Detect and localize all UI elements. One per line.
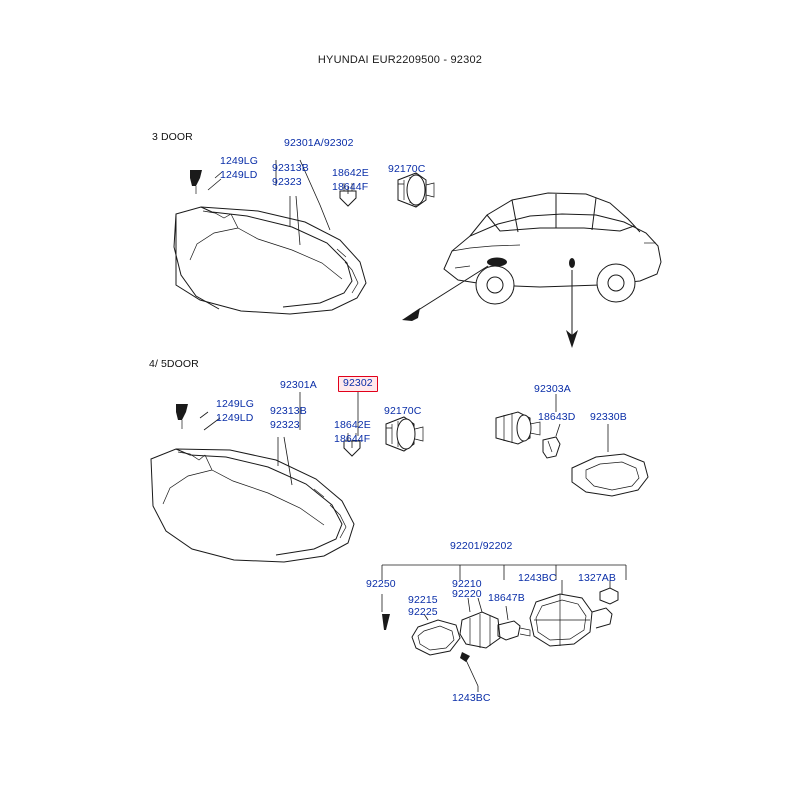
callout-92220: 92220 — [452, 588, 482, 600]
callout-92301a: 92301A — [280, 379, 317, 391]
callout-18643d: 18643D — [538, 411, 576, 423]
callout-92303a: 92303A — [534, 383, 571, 395]
callout-1327ab: 1327AB — [578, 572, 616, 584]
callout-92170c-2: 92170C — [384, 405, 422, 417]
callout-1243bc: 1243BC — [518, 572, 557, 584]
callout-1249lg-2: 1249LG — [216, 398, 254, 410]
callout-1249ld-2: 1249LD — [216, 412, 254, 424]
callout-1249lg: 1249LG — [220, 155, 258, 167]
callout-92323: 92323 — [272, 176, 302, 188]
section-label-3-door: 3 DOOR — [152, 131, 193, 143]
callout-92170c: 92170C — [388, 163, 426, 175]
callout-18642e-2: 18642E — [334, 419, 371, 431]
callout-92215: 92215 — [408, 594, 438, 606]
side-repeater-group — [496, 394, 648, 496]
callout-92210: 92210 — [452, 578, 482, 590]
callout-92225: 92225 — [408, 606, 438, 618]
callout-92330b: 92330B — [590, 411, 627, 423]
callout-1243bc-2: 1243BC — [452, 692, 491, 704]
callout-92301a-92302: 92301A/92302 — [284, 137, 354, 149]
four-five-door-headlamp-drawing — [151, 404, 354, 562]
callout-92313b-2: 92313B — [270, 405, 307, 417]
callout-1249ld: 1249LD — [220, 169, 258, 181]
callout-18644f-2: 18644F — [334, 433, 371, 445]
car-illustration — [444, 193, 661, 304]
page-title: HYUNDAI EUR2209500 - 92302 — [317, 54, 483, 66]
callout-18647b: 18647B — [488, 592, 525, 604]
callout-92201-92202: 92201/92202 — [450, 540, 513, 552]
callout-92302-highlighted[interactable]: 92302 — [338, 376, 378, 392]
callout-18644f: 18644F — [332, 181, 369, 193]
callout-18642e: 18642E — [332, 167, 369, 179]
fog-lamp-group — [382, 565, 626, 692]
callout-92313b: 92313B — [272, 162, 309, 174]
callout-92250: 92250 — [366, 578, 396, 590]
callout-92323-2: 92323 — [270, 419, 300, 431]
section-label-4-5-door: 4/ 5DOOR — [149, 358, 199, 370]
